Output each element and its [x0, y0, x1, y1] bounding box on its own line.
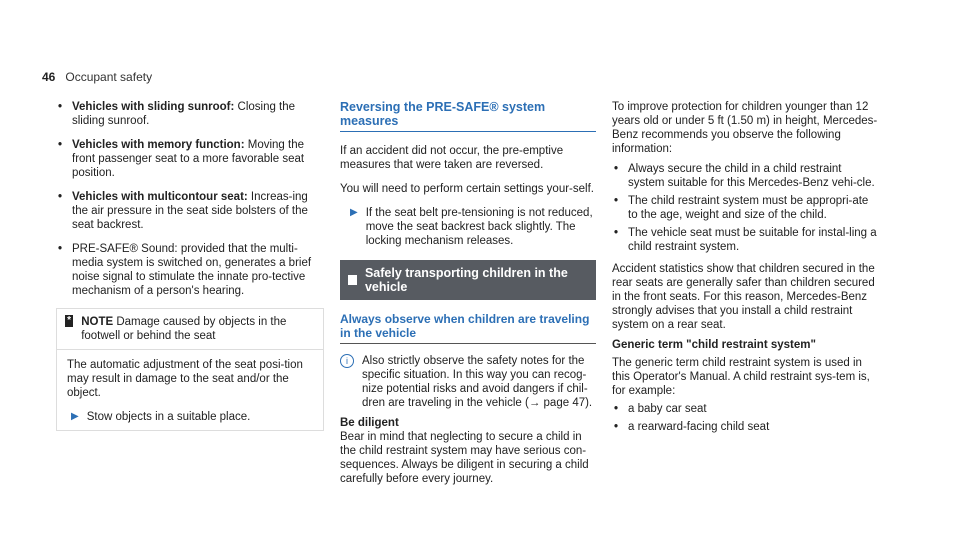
- paragraph: Bear in mind that neglecting to secure a child in the child restraint system may have serious con-sequences. Always be diligent in securing a child carefully before every journey.: [340, 431, 589, 485]
- section-banner: Safely transporting children in the vehicle: [340, 260, 596, 300]
- recommendations-list: [612, 162, 878, 254]
- list-item: • Vehicles with sliding sunroof: Closing the sliding sunroof.: [58, 101, 296, 127]
- paragraph: If an accident did not occur, the pre-emptive measures that were taken are reversed.: [340, 145, 564, 171]
- note-step: ▶ Stow objects in a suitable place.: [71, 411, 251, 423]
- page-number: 46: [42, 70, 56, 84]
- list-item: • Vehicles with multicontour seat: Increas-ing the air pressure in the seat side bolsters of the seat backrest.: [58, 191, 308, 231]
- note-label: NOTE: [81, 316, 114, 328]
- vehicle-features-list: [56, 100, 322, 298]
- paragraph: The generic term child restraint system is used in this Operator's Manual. A child restraint sys-tem is, for example:: [612, 357, 870, 397]
- warning-icon: *: [65, 315, 73, 327]
- info-note: i Also strictly observe the safety notes for the specific situation. In this way you can recog-nize potential risks and avoid dangers if chil-dren are traveling in the vehicle (→ page 47).: [340, 354, 596, 410]
- note-box: [56, 308, 324, 431]
- step: ▶ If the seat belt pre-tensioning is not reduced, move the seat backrest back slightly. The locking mechanism releases.: [350, 207, 593, 247]
- list-item: • The child restraint system must be appropri-ate to the age, weight and size of the child.: [614, 195, 869, 221]
- column-2: [340, 100, 596, 496]
- section-square-icon: [348, 275, 357, 285]
- column-1: [56, 100, 322, 431]
- list-item: • Vehicles with memory function: Moving the front passenger seat to a more favorable seat position.: [58, 139, 305, 179]
- list-item: • a baby car seat: [614, 403, 707, 415]
- paragraph: You will need to perform certain settings your-self.: [340, 183, 594, 195]
- note-body: The automatic adjustment of the seat posi-tion may result in damage to the seat and/or the object.: [67, 359, 303, 399]
- section-title: Occupant safety: [65, 70, 153, 84]
- step-arrow-icon: ▶: [350, 207, 358, 218]
- generic-term-heading: Generic term "child restraint system": [612, 339, 816, 351]
- page-header: [42, 70, 152, 84]
- note-title: Damage caused by objects in the footwell or behind the seat: [81, 316, 287, 342]
- list-item: • a rearward-facing child seat: [614, 421, 770, 433]
- paragraph: To improve protection for children younger than 12 years old or under 5 ft (1.50 m) in height, Mercedes-Benz recommends you observe the following information:: [612, 101, 878, 155]
- list-item: • PRE-SAFE® Sound: provided that the multi-media system is switched on, generates a brief noise signal to stimulate the innate pro-tective mechanism of a person's hearing.: [58, 243, 312, 297]
- paragraph: Accident statistics show that children secured in the rear seats are generally safer than children secured in the front seats. For this reason, Mercedes-Benz strongly advises that you install a child restraint system on a rear seat.: [612, 263, 875, 331]
- info-icon: i: [340, 354, 354, 368]
- column-3: [612, 100, 878, 438]
- subheading: Always observe when children are traveling in the vehicle: [340, 312, 596, 344]
- diligent-heading: Be diligent: [340, 417, 399, 429]
- list-item: • The vehicle seat must be suitable for instal-ling a child restraint system.: [614, 227, 877, 253]
- reversing-heading: Reversing the PRE-SAFE® system measures: [340, 100, 596, 132]
- examples-list: [612, 402, 878, 434]
- step-arrow-icon: ▶: [71, 411, 79, 422]
- list-item: • Always secure the child in a child restraint system suitable for this Mercedes-Benz vehi-cle.: [614, 163, 875, 189]
